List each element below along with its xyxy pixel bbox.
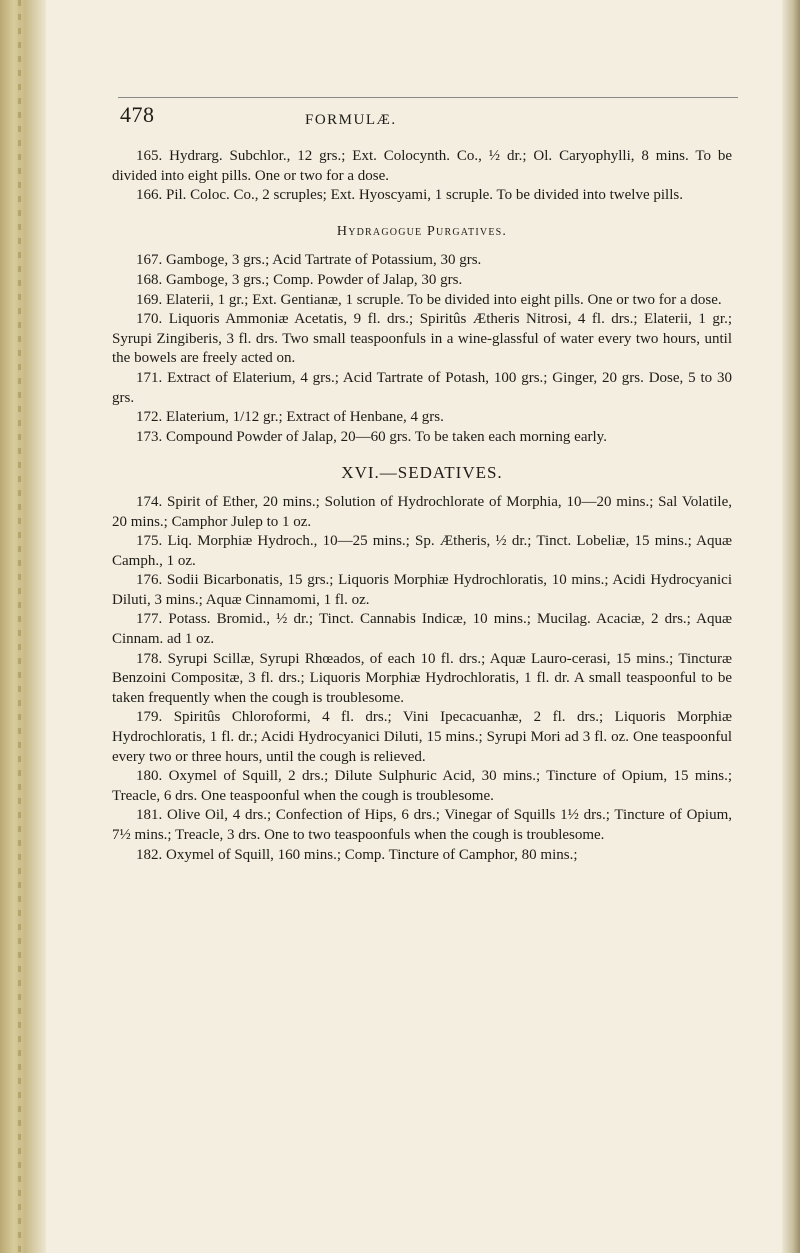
section-heading: XVI.—SEDATIVES. — [341, 463, 503, 483]
formula-entry: 170. Liquoris Ammoniæ Acetatis, 9 fl. drs.; Spiritûs Ætheris Nitrosi, 4 fl. drs.; Elaterii, 1 gr.; Syrupi Zingiberis, 3 fl. drs. Two small teaspoonfuls in a wine-glassful of water every two hours, until the bowels are freely acted on. — [112, 311, 732, 367]
formula-entry: 176. Sodii Bicarbonatis, 15 grs.; Liquoris Morphiæ Hydrochloratis, 10 mins.; Acidi Hydrocyanici Diluti, 3 mins.; Aquæ Cinnamomi, 1 fl. oz. — [112, 572, 732, 608]
formula-entry: 166. Pil. Coloc. Co., 2 scruples; Ext. Hyoscyami, 1 scruple. To be divided into twelve pills. — [136, 187, 683, 204]
formula-entry: 167. Gamboge, 3 grs.; Acid Tartrate of Potassium, 30 grs. — [136, 252, 482, 269]
formula-entry: 175. Liq. Morphiæ Hydroch., 10—25 mins.; Sp. Ætheris, ½ dr.; Tinct. Lobeliæ, 15 mins.; Aquæ Camph., 1 oz. — [112, 533, 732, 569]
formula-entry: 173. Compound Powder of Jalap, 20—60 grs. To be taken each morning early. — [136, 428, 607, 445]
running-head: FORMULÆ. — [305, 112, 397, 128]
formula-entry: 181. Olive Oil, 4 drs.; Confection of Hips, 6 drs.; Vinegar of Squills 1½ drs.; Tincture of Opium, 7½ mins.; Treacle, 3 drs. One to two teaspoonfuls when the cough is troublesome. — [112, 807, 732, 843]
formula-entry: 180. Oxymel of Squill, 2 drs.; Dilute Sulphuric Acid, 30 mins.; Tincture of Opium, 15 mins.; Treacle, 6 drs. One teaspoonful when the cough is troublesome. — [112, 768, 732, 804]
formula-entry: 165. Hydrarg. Subchlor., 12 grs.; Ext. Colocynth. Co., ½ dr.; Ol. Caryophylli, 8 mins. To be divided into eight pills. One or two for a dose. — [112, 148, 732, 184]
page-edge-shadow — [782, 0, 800, 1253]
formula-entry: 178. Syrupi Scillæ, Syrupi Rhœados, of each 10 fl. drs.; Aquæ Lauro-cerasi, 15 mins.; Tincturæ Benzoini Compositæ, 3 fl. drs.; Liquoris Morphiæ Hydrochloratis, 1 fl. dr. A small teaspoonful to be taken frequently when the cough is troublesome. — [112, 650, 732, 706]
formula-entry: 182. Oxymel of Squill, 160 mins.; Comp. Tincture of Camphor, 80 mins.; — [136, 846, 578, 863]
formula-entry: 177. Potass. Bromid., ½ dr.; Tinct. Cannabis Indicæ, 10 mins.; Mucilag. Acaciæ, 2 drs.; Aquæ Cinnam. ad 1 oz. — [112, 611, 732, 648]
page-number: 478 — [120, 102, 155, 127]
formula-entry: 179. Spiritûs Chloroformi, 4 fl. drs.; Vini Ipecacuanhæ, 2 fl. drs.; Liquoris Morphiæ Hydrochloratis, 1 fl. dr.; Acidi Hydrocyanici Diluti, 15 mins.; Syrupi Mori ad 3 fl. oz. One teaspoonful every two or three hours, until the cough is relieved. — [112, 709, 732, 765]
page-body — [112, 147, 732, 865]
header-rule — [118, 97, 738, 98]
formula-entry: 169. Elaterii, 1 gr.; Ext. Gentianæ, 1 scruple. To be divided into eight pills. One or two for a dose. — [136, 291, 722, 308]
formula-entry: 171. Extract of Elaterium, 4 grs.; Acid Tartrate of Potash, 100 grs.; Ginger, 20 grs. Dose, 5 to 30 grs. — [112, 369, 732, 406]
book-binding-edge — [0, 0, 46, 1253]
formula-entry: 168. Gamboge, 3 grs.; Comp. Powder of Jalap, 30 grs. — [136, 271, 463, 288]
formula-entry: 174. Spirit of Ether, 20 mins.; Solution of Hydrochlorate of Morphia, 10—20 mins.; Sal Volatile, 20 mins.; Camphor Julep to 1 oz. — [112, 493, 732, 530]
section-heading: Hydragogue Purgatives. — [336, 223, 508, 239]
formula-entry: 172. Elaterium, 1/12 gr.; Extract of Henbane, 4 grs. — [136, 409, 444, 426]
